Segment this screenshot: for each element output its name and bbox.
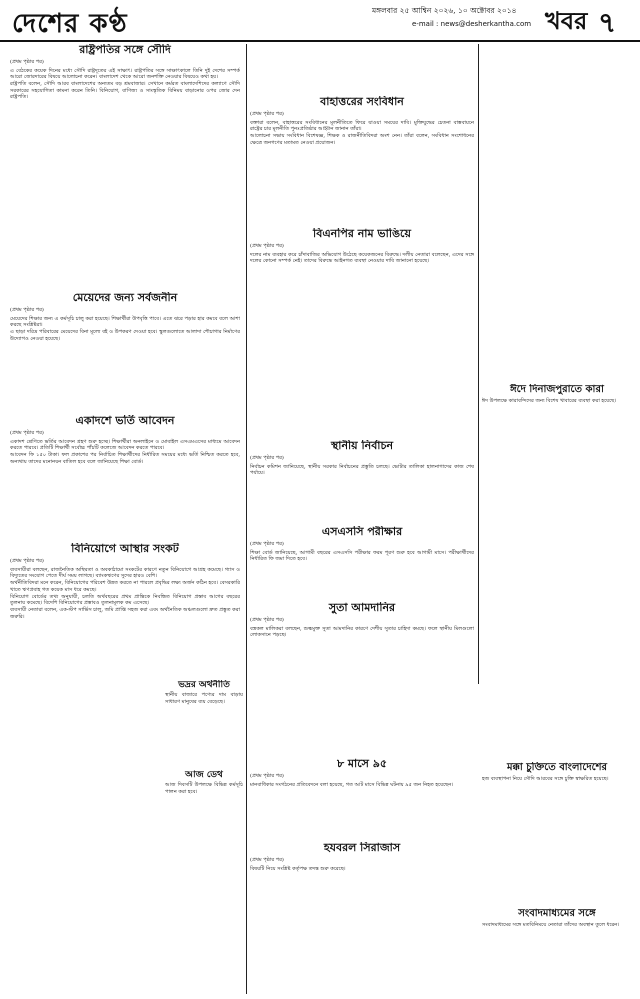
article [250, 842, 474, 892]
article [165, 680, 243, 720]
article-body [250, 626, 474, 639]
article-body [250, 120, 474, 146]
article-paragraph: ঈদ উপলক্ষে কারাবন্দিদের জন্য বিশেষ খাবারের ব্যবস্থা করা হয়েছে। [482, 397, 617, 404]
article-headline: এসএসসি পরীক্ষার [321, 526, 403, 538]
article-paragraph: মানবাধিকার সংগঠনের প্রতিবেদনে বলা হয়েছে, গত আট মাসে বিভিন্ন ঘটনায় ৯৫ জন নিহত হয়েছেন। [250, 781, 454, 788]
article [165, 770, 243, 810]
article [482, 908, 632, 948]
column-rule [246, 44, 247, 994]
article-headline: মক্কা চুক্তিতে বাংলাদেশের [506, 762, 608, 773]
article-body [250, 866, 474, 872]
article-paragraph: দলের নাম ব্যবহার করে চাঁদাবাজির অভিযোগ উঠেছে কয়েকজনের বিরুদ্ধে। দলীয় নেতারা বলেছেন, এদের সঙ্গে দলের কোনো সম্পর্ক নেই। তাদের বিরুদ্ধে আইনগত ব্যবস্থা নেওয়ার দাবি জানানো হয়েছে। [250, 251, 474, 264]
article-headline: মেয়েদের জন্য সর্বজনীন [72, 292, 178, 304]
article-paragraph: বিষয়টি নিয়ে সংশ্লিষ্ট কর্তৃপক্ষ তদন্ত শুরু করেছে। [250, 865, 346, 872]
contact-email: e-mail : news@desherkantha.com [412, 20, 532, 28]
article [250, 602, 474, 652]
article [10, 44, 240, 289]
article-dateline: (প্রথম পৃষ্ঠার পর) [10, 557, 44, 564]
article-dateline: (প্রথম পৃষ্ঠার পর) [250, 616, 284, 623]
article-body [482, 922, 632, 928]
article-headline: ঈদে দিনাজপুরাতে কারা [510, 384, 604, 395]
article [482, 762, 632, 802]
article-paragraph: সংবাদমাধ্যমের সঙ্গে মতবিনিময়ে নেতারা তাঁদের অবস্থান তুলে ধরেন। [482, 921, 620, 928]
article [250, 228, 474, 308]
article-headline: হযবরল সিরাজাস [323, 842, 401, 854]
column-rule [478, 44, 479, 684]
article-dateline: (প্রথম পৃষ্ঠার পর) [250, 110, 284, 117]
article-body [10, 68, 240, 100]
article [10, 543, 240, 993]
article-body [250, 464, 474, 477]
article-dateline: (প্রথম পৃষ্ঠার পর) [10, 429, 44, 436]
article-paragraph: আবেদন ফি ১৫০ টাকা। ফল প্রকাশের পর নির্বাচিত শিক্ষার্থীদের নির্ধারিত সময়ের মধ্যে ভর্তি নিশ্চিত করতে হবে, অন্যথায় তাদের মনোনয়ন বাতিল হবে বলে জানিয়েছে শিক্ষা বোর্ড। [10, 452, 240, 465]
article [250, 440, 474, 490]
article-headline: স্থানীয় নির্বাচন [330, 440, 394, 452]
article-dateline: (প্রথম পৃষ্ঠার পর) [250, 242, 284, 249]
article-dateline: (প্রথম পৃষ্ঠার পর) [250, 772, 284, 779]
article-paragraph: হজ ব্যবস্থাপনা নিয়ে সৌদি আরবের সঙ্গে চুক্তি স্বাক্ষরিত হয়েছে। [482, 775, 609, 782]
article-body [250, 550, 474, 563]
article-headline: সংবাদমাধ্যমের সঙ্গে [518, 908, 596, 919]
article-body [482, 398, 632, 404]
article-dateline: (প্রথম পৃষ্ঠার পর) [10, 306, 44, 313]
article-headline: বিনিয়োগে আস্থার সংকট [71, 543, 179, 555]
article-body [165, 782, 243, 795]
article-dateline: (প্রথম পৃষ্ঠার পর) [250, 540, 284, 547]
article-headline: বাহাত্তরের সংবিধান [320, 96, 404, 108]
article [10, 415, 240, 540]
article-headline: আজ ডেথ [185, 770, 223, 780]
article-paragraph: ব্যবসায়ী নেতারা বলেন, এক-স্টপ সার্ভিস চালু, জমি প্রাপ্তি সহজ করা এবং অর্থনৈতিক অঞ্চলগুলো দ্রুত প্রস্তুত করা জরুরি। [10, 607, 240, 620]
article-paragraph: বক্তারা বলেন, বাহাত্তরের সংবিধানের মূলনীতিতে ফিরে যাওয়া সময়ের দাবি। মুক্তিযুদ্ধের চেতনা বাস্তবায়নে রাষ্ট্রের চার মূলনীতি পুনঃপ্রতিষ্ঠার আহ্বান জানান তাঁরা। [250, 119, 474, 132]
article-body [482, 776, 632, 782]
article-body [10, 316, 240, 342]
article-dateline: (প্রথম পৃষ্ঠার পর) [10, 58, 44, 65]
article [10, 292, 240, 412]
article-headline: রাষ্ট্রপতির সঙ্গে সৌদি [79, 44, 171, 56]
article-headline: ভদ্রর অর্থনীতি [178, 680, 230, 690]
article-body [165, 692, 243, 705]
article [250, 96, 474, 221]
article [250, 758, 474, 808]
article-paragraph: বস্ত্রকল মালিকরা বলছেন, শুল্কমুক্ত সুতা আমদানির কারণে দেশীয় সুতার চাহিদা কমছে। ফলে স্থানীয় মিলগুলো লোকসানে পড়ছে। [250, 625, 474, 638]
article-body [10, 439, 240, 465]
page-number: ৭ [598, 6, 617, 39]
article-headline: সুতা আমদানির [328, 602, 396, 614]
article-dateline: (প্রথম পৃষ্ঠার পর) [250, 454, 284, 461]
article-paragraph: অর্থনীতিবিদরা মনে করেন, বিনিয়োগের পরিবেশ উন্নত করতে না পারলে প্রবৃদ্ধির লক্ষ্য অর্জন কঠিন হবে। বেসরকারি খাতে ঋণপ্রবাহ গত কয়েক মাস ধরে কমছে। [10, 580, 240, 593]
article-paragraph: শিক্ষা বোর্ড জানিয়েছে, আগামী বছরের এসএসসি পরীক্ষার ফরম পূরণ শুরু হবে আগামী মাসে। পরীক্ষার্থীদের নির্ধারিত ফি জমা দিতে হবে। [250, 549, 474, 562]
masthead [0, 0, 640, 42]
article-body [10, 567, 240, 620]
article-body [250, 782, 474, 788]
article-paragraph: এ ছাড়া দরিদ্র পরিবারের মেয়েদের বিনা মূল্যে বই ও উপকরণ দেওয়া হবে। স্কুলগুলোতে আলাদা শৌচাগার নির্মাণের উদ্যোগও নেওয়া হয়েছে। [10, 329, 240, 342]
article-paragraph: মেয়েদের শিক্ষার জন্য এ কর্মসূচি চালু করা হয়েছে। শিক্ষার্থীরা উপবৃত্তি পাবে। এতে ঝরে পড়ার হার কমবে বলে আশা করছে সংশ্লিষ্টরা। [10, 315, 240, 328]
issue-dateline: মঙ্গলবার ২৫ আশ্বিন ২০২৬, ১০ অক্টোবর ২০১৪ [372, 6, 517, 15]
article [482, 384, 632, 424]
article-headline: ৮ মাসে ৯৫ [336, 758, 388, 770]
article-paragraph: ব্যবসায়ীরা বলছেন, রাজনৈতিক অস্থিরতা ও অবকাঠামো সংকটের কারণে নতুন বিনিয়োগে আগ্রহ কমেছে। গ্যাস ও বিদ্যুতের সংযোগ পেতে দীর্ঘ সময় লাগছে। ব্যাংকঋণের সুদের হারও বেশি। [10, 566, 240, 579]
article-paragraph: একাদশ শ্রেণিতে ভর্তির আবেদন গ্রহণ শুরু হচ্ছে। শিক্ষার্থীরা অনলাইনে ও মোবাইল এসএমএসের মাধ্যমে আবেদন করতে পারবে। প্রতিটি শিক্ষার্থী সর্বোচ্চ পাঁচটি কলেজে আবেদন করতে পারবে। [10, 438, 240, 451]
article-paragraph: স্থানীয় বাজারে পণ্যের দাম বাড়ায় সাধারণ মানুষের ব্যয় বেড়েছে। [165, 692, 243, 705]
article-paragraph: আজ দিবসটি উপলক্ষে বিভিন্ন কর্মসূচি পালন করা হবে। [165, 782, 243, 795]
article [250, 526, 474, 576]
article-body [250, 252, 474, 265]
article-paragraph: নির্বাচন কমিশন জানিয়েছে, স্থানীয় সরকার নির্বাচনের প্রস্তুতি চলছে। ভোটার তালিকা হালনাগাদের কাজ শেষ পর্যায়ে। [250, 463, 474, 476]
article-dateline: (প্রথম পৃষ্ঠার পর) [250, 856, 284, 863]
article-paragraph: এ বেঠকের কয়েক দিনের মধ্যে সৌদি রাষ্ট্রদূতের এই সাক্ষাৎ। রাষ্ট্রপতির সঙ্গে সাক্ষাৎকালে তিনি দুই দেশের সম্পর্ক আরো জোরদারের বিষয়ে আলোচনা করেন। বাংলাদেশ থেকে আরো জনশক্তি নেওয়ার বিষয়েও কথা হয়। [10, 67, 240, 80]
article-headline: বিএনপির নাম ভাঙিয়ে [313, 228, 411, 240]
article-paragraph: রাষ্ট্রপতি বলেন, সৌদি আরব বাংলাদেশের অন্যতম বড় শ্রমবাজার। সেখানে কর্মরত বাংলাদেশিদের কল্যাণে সৌদি সরকারের সহযোগিতা কামনা করেন তিনি। বিনিয়োগ, বাণিজ্য ও সাংস্কৃতিক বিনিময় বাড়ানোর ওপর জোর দেন রাষ্ট্রপতি। [10, 81, 240, 100]
article-paragraph: আলোচনা সভায় সংবিধান বিশেষজ্ঞ, শিক্ষক ও রাজনীতিবিদরা অংশ নেন। তাঁরা বলেন, সংবিধান সংশোধনের ক্ষেত্রে জনগণের মতামত নেওয়া প্রয়োজন। [250, 133, 474, 146]
article-paragraph: বিনিয়োগ বোর্ডের তথ্য অনুযায়ী, চলতি অর্থবছরের প্রথম প্রান্তিকে নিবন্ধিত বিনিয়োগ প্রস্তাব আগের বছরের তুলনায় কমেছে। বিদেশি বিনিয়োগের প্রস্তাবও তুলনামূলক কম এসেছে। [10, 593, 240, 607]
newspaper-logo: দেশের কণ্ঠ [12, 9, 128, 39]
section-name: খবর [545, 6, 588, 35]
article-headline: একাদশে ভর্তি আবেদন [75, 415, 175, 427]
